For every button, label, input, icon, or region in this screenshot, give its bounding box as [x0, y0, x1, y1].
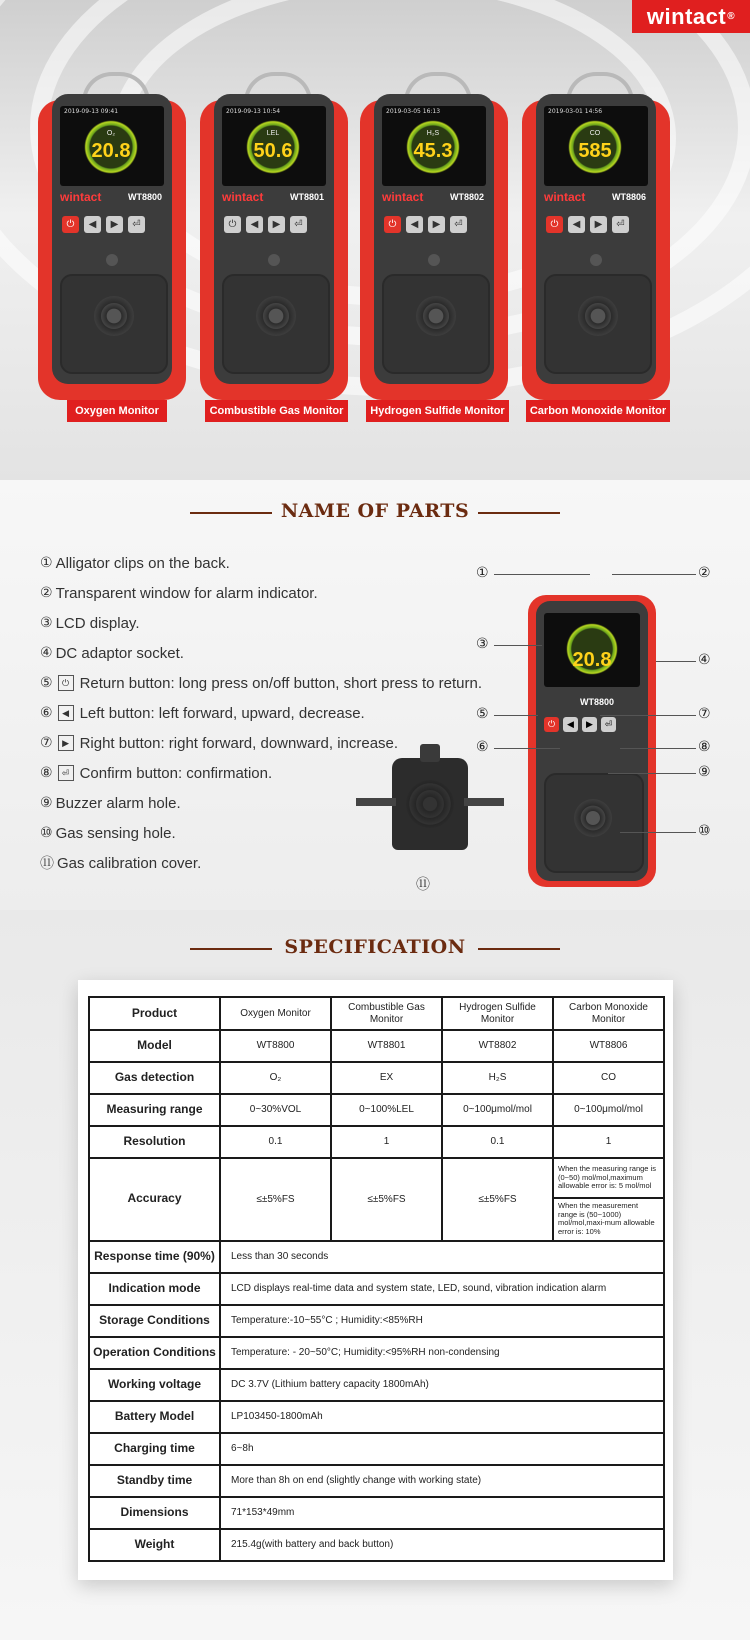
- callout-6: ⑥: [476, 739, 489, 755]
- right-arrow-icon: ▶: [106, 216, 123, 233]
- table-row: Resolution 0.1 1 0.1 1: [89, 1126, 664, 1158]
- table-row: Storage Conditions Temperature:-10~55°C ; Humidity:<85%RH: [89, 1305, 664, 1337]
- table-row: Model WT8800 WT8801 WT8802 WT8806: [89, 1030, 664, 1062]
- table-row: Battery Model LP103450-1800mAh: [89, 1401, 664, 1433]
- left-arrow-icon: ◀: [563, 717, 578, 732]
- power-icon: ⏻: [58, 675, 74, 691]
- callout-11: ⑪: [416, 877, 430, 893]
- right-arrow-icon: ▶: [428, 216, 445, 233]
- callout-line: [494, 715, 538, 716]
- calibration-cover: [544, 274, 652, 374]
- table-row: Working voltage DC 3.7V (Lithium battery capacity 1800mAh): [89, 1369, 664, 1401]
- list-item: ③ LCD display.: [40, 614, 140, 632]
- brand-mark: ®: [727, 11, 736, 22]
- power-icon: ⏻: [224, 216, 241, 233]
- divider: [478, 948, 560, 950]
- device-label: Carbon Monoxide Monitor: [526, 400, 670, 422]
- list-item: ④ DC adaptor socket.: [40, 644, 184, 662]
- callout-4: ④: [698, 652, 711, 668]
- table-row: Charging time 6~8h: [89, 1433, 664, 1465]
- spec-card: [78, 980, 673, 1580]
- power-icon: ⏻: [546, 216, 563, 233]
- left-arrow-icon: ◀: [58, 705, 74, 721]
- sensor-hole-icon: [256, 296, 296, 336]
- enter-icon: ⏎: [128, 216, 145, 233]
- right-arrow-icon: ▶: [268, 216, 285, 233]
- right-arrow-icon: ▶: [582, 717, 597, 732]
- list-item: ① Alligator clips on the back.: [40, 554, 230, 572]
- spec-heading: SPECIFICATION: [284, 936, 466, 958]
- callout-line: [494, 748, 560, 749]
- callout-9: ⑨: [698, 764, 711, 780]
- callout-line: [608, 773, 696, 774]
- callout-3: ③: [476, 636, 489, 652]
- table-row: Operation Conditions Temperature: - 20~50°C; Humidity:<95%RH non-condensing: [89, 1337, 664, 1369]
- device-carbon-monoxide: 2019-03-01 14:56 CO 585 wintact WT8806 ⏻ ◀ ▶ ⏎: [522, 90, 670, 400]
- callout-line: [656, 661, 696, 662]
- divider: [478, 512, 560, 514]
- sensor-hole-icon: [574, 799, 612, 837]
- table-row: Weight 215.4g(with battery and back button): [89, 1529, 664, 1561]
- right-arrow-icon: ▶: [590, 216, 607, 233]
- brand-logo: [632, 0, 750, 33]
- callout-line: [620, 832, 696, 833]
- callout-line: [494, 574, 590, 575]
- enter-icon: ⏎: [450, 216, 467, 233]
- power-icon: ⏻: [544, 717, 559, 732]
- lcd-screen: 2019-09-13 10:54 LEL 50.6: [222, 106, 326, 186]
- device-combustible: 2019-09-13 10:54 LEL 50.6 wintact WT8801 ⏻ ◀ ▶ ⏎: [200, 90, 348, 400]
- left-arrow-icon: ◀: [406, 216, 423, 233]
- hero-banner: [0, 0, 750, 480]
- list-item: ⑨ Buzzer alarm hole.: [40, 794, 181, 812]
- callout-line: [620, 748, 696, 749]
- callout-line: [600, 715, 696, 716]
- list-item: ⑥ ◀ Left button: left forward, upward, decrease.: [40, 704, 365, 722]
- parts-heading: NAME OF PARTS: [280, 500, 470, 522]
- lcd-screen: 20.8: [544, 613, 640, 687]
- left-arrow-icon: ◀: [84, 216, 101, 233]
- device-label: Combustible Gas Monitor: [205, 400, 348, 422]
- list-item: ⑤ ⏻ Return button: long press on/off button, short press to return.: [40, 674, 483, 692]
- lcd-screen: 2019-03-05 16:13 H₂S 45.3: [382, 106, 486, 186]
- calibration-cover: [382, 274, 490, 374]
- gas-calibration-cover: [392, 758, 468, 850]
- enter-icon: ⏎: [601, 717, 616, 732]
- table-row: Accuracy ≤±5%FS ≤±5%FS ≤±5%FS When the measuring range is (0~50) mol/mol,maximum allowable error is: 5 mol/mol: [89, 1158, 664, 1198]
- calibration-cover: [222, 274, 330, 374]
- right-arrow-icon: ▶: [58, 735, 74, 751]
- sensor-hole-icon: [94, 296, 134, 336]
- sensor-hole-icon: [578, 296, 618, 336]
- callout-7: ⑦: [698, 706, 711, 722]
- enter-icon: ⏎: [612, 216, 629, 233]
- device-model: WT8801: [289, 192, 324, 202]
- sensor-hole-icon: [416, 296, 456, 336]
- table-row: Gas detection O₂ EX H₂S CO: [89, 1062, 664, 1094]
- list-item: ⑩ Gas sensing hole.: [40, 824, 176, 842]
- table-row: Measuring range 0~30%VOL 0~100%LEL 0~100μmol/mol 0~100μmol/mol: [89, 1094, 664, 1126]
- callout-2: ②: [698, 565, 711, 581]
- lcd-screen: 2019-03-01 14:56 CO 585: [544, 106, 648, 186]
- table-row: Response time (90%) Less than 30 seconds: [89, 1241, 664, 1273]
- lcd-screen: 2019-09-13 09:41 O₂ 20.8: [60, 106, 164, 186]
- calibration-cover: [544, 773, 644, 873]
- enter-icon: ⏎: [58, 765, 74, 781]
- left-arrow-icon: ◀: [568, 216, 585, 233]
- list-item: ② Transparent window for alarm indicator.: [40, 584, 318, 602]
- device-label: Hydrogen Sulfide Monitor: [366, 400, 509, 422]
- power-icon: ⏻: [384, 216, 401, 233]
- callout-1: ①: [476, 565, 489, 581]
- table-row: Indication mode LCD displays real-time data and system state, LED, sound, vibration indication alarm: [89, 1273, 664, 1305]
- callout-line: [494, 645, 542, 646]
- callout-10: ⑩: [698, 823, 711, 839]
- list-item: ⑦ ▶ Right button: right forward, downward, increase.: [40, 734, 399, 752]
- brand-name: wintact: [646, 3, 727, 29]
- calibration-cover: [60, 274, 168, 374]
- list-item: ⑪ Gas calibration cover.: [40, 854, 202, 872]
- device-model: WT8802: [449, 192, 484, 202]
- left-arrow-icon: ◀: [246, 216, 263, 233]
- table-row: Product Oxygen Monitor Combustible Gas Monitor Hydrogen Sulfide Monitor Carbon Monoxide Monitor: [89, 997, 664, 1030]
- list-item: ⑧ ⏎ Confirm button: confirmation.: [40, 764, 273, 782]
- device-model: WT8800: [127, 192, 162, 202]
- table-row: Dimensions 71*153*49mm: [89, 1497, 664, 1529]
- table-row: Standby time More than 8h on end (slightly change with working state): [89, 1465, 664, 1497]
- table-row: When the measurement range is (50~1000) mol/mol,maxi-mum allowable error is: 10%: [89, 1198, 664, 1241]
- callout-line: [612, 574, 696, 575]
- device-oxygen: 2019-09-13 09:41 O₂ 20.8 wintact WT8800 ⏻ ◀ ▶ ⏎: [38, 90, 186, 400]
- callout-5: ⑤: [476, 706, 489, 722]
- enter-icon: ⏎: [290, 216, 307, 233]
- device-label: Oxygen Monitor: [67, 400, 167, 422]
- device-hydrogen-sulfide: 2019-03-05 16:13 H₂S 45.3 wintact WT8802 ⏻ ◀ ▶ ⏎: [360, 90, 508, 400]
- power-icon: ⏻: [62, 216, 79, 233]
- callout-8: ⑧: [698, 739, 711, 755]
- device-model: WT8806: [611, 192, 646, 202]
- spec-table: [88, 996, 665, 1562]
